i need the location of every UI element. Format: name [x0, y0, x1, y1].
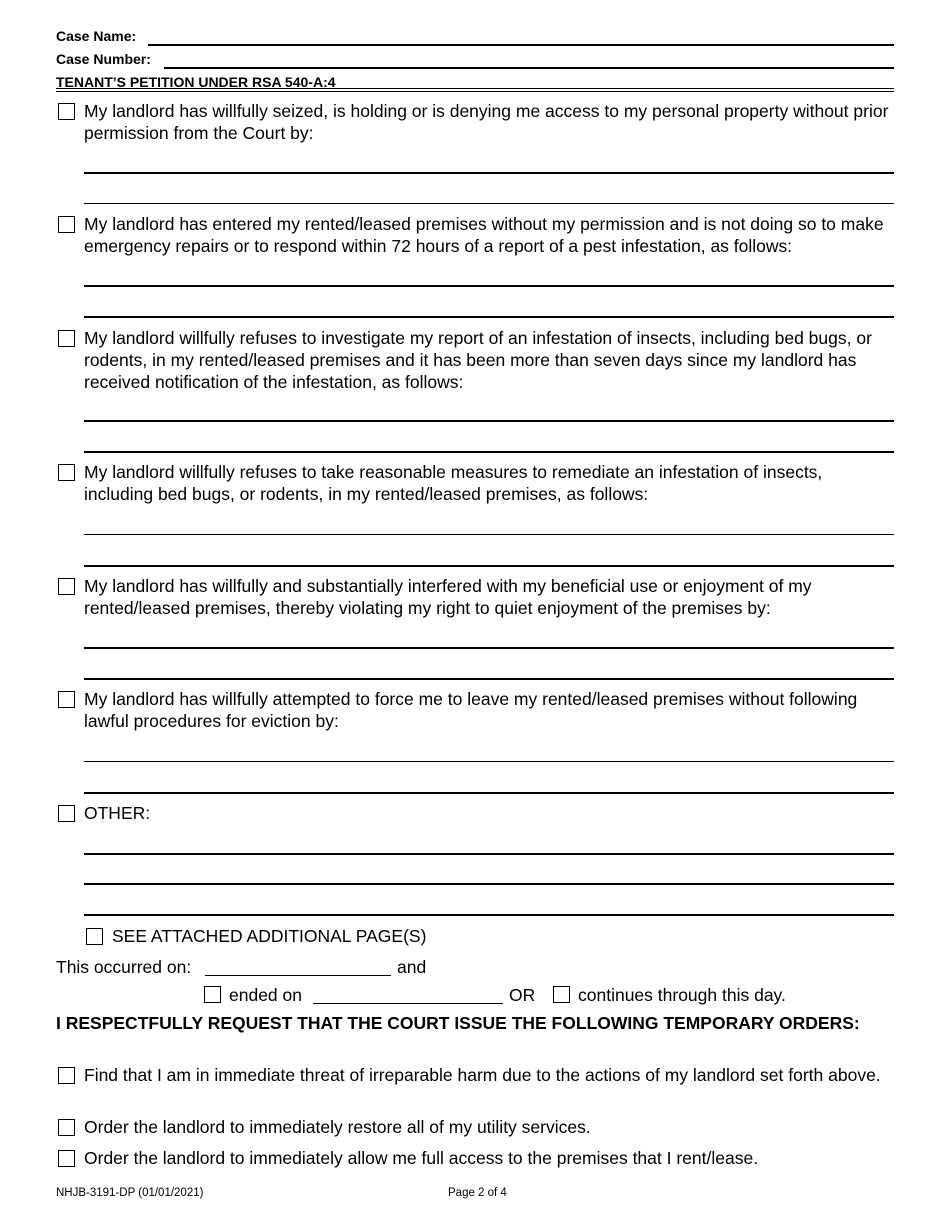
- item-checkbox-other[interactable]: [58, 805, 75, 822]
- continues-label: continues through this day.: [578, 985, 786, 1005]
- item-line[interactable]: [84, 203, 894, 204]
- item-text-remediate-infestation: My landlord willfully refuses to take reasonable measures to remediate an infestation of insects, including bed bugs, or rodents, in my rented/leased premises, as follows:: [84, 462, 823, 504]
- item-line[interactable]: [84, 792, 894, 794]
- order-checkbox-irreparable-harm[interactable]: [58, 1067, 75, 1084]
- item-line[interactable]: [84, 761, 894, 762]
- ended-on-label: ended on: [229, 985, 302, 1005]
- header-divider-2: [56, 91, 894, 92]
- item-line[interactable]: [84, 316, 894, 318]
- item-line[interactable]: [84, 914, 894, 916]
- form-id: NHJB-3191-DP (01/01/2021): [56, 1187, 204, 1199]
- case-name-field[interactable]: [148, 44, 894, 46]
- order-checkbox-full-access[interactable]: [58, 1150, 75, 1167]
- item-line[interactable]: [84, 285, 894, 287]
- occurred-on-label: This occurred on:: [56, 957, 192, 977]
- attached-pages-label: SEE ATTACHED ADDITIONAL PAGE(S): [112, 926, 427, 946]
- item-text-force-to-leave: My landlord has willfully attempted to force me to leave my rented/leased premises without following lawful procedures for eviction by:: [84, 689, 858, 731]
- continues-checkbox[interactable]: [553, 986, 570, 1003]
- order-text-full-access: Order the landlord to immediately allow me full access to the premises that I rent/lease.: [84, 1148, 759, 1168]
- case-number-label: Case Number:: [56, 51, 151, 67]
- ended-on-checkbox[interactable]: [204, 986, 221, 1003]
- item-line[interactable]: [84, 883, 894, 885]
- item-line[interactable]: [84, 451, 894, 453]
- or-label: OR: [509, 985, 536, 1005]
- petition-title: TENANT’S PETITION UNDER RSA 540-A:4: [56, 74, 336, 90]
- order-text-restore-utilities: Order the landlord to immediately restore all of my utility services.: [84, 1117, 591, 1137]
- item-line[interactable]: [84, 853, 894, 855]
- item-checkbox-force-to-leave[interactable]: [58, 691, 75, 708]
- attached-pages-checkbox[interactable]: [86, 928, 103, 945]
- item-line[interactable]: [84, 647, 894, 649]
- case-number-field[interactable]: [164, 67, 894, 69]
- case-name-label: Case Name:: [56, 28, 137, 44]
- item-text-entered-premises: My landlord has entered my rented/leased premises without my permission and is not doing so to make emergency repairs or to respond within 72 hours of a report of a pest infestation, as follows:: [84, 214, 884, 256]
- item-text-quiet-enjoyment: My landlord has willfully and substantially interfered with my beneficial use or enjoyment of my rented/leased premises, thereby violating my right to quiet enjoyment of the premises by:: [84, 576, 812, 618]
- item-text-investigate-infestation: My landlord willfully refuses to investigate my report of an infestation of insects, including bed bugs, or rodents, in my rented/leased premises and it has been more than seven days since my landlord has received notification of the infestation, as follows:: [84, 328, 872, 392]
- ended-on-date-field[interactable]: [313, 1003, 503, 1004]
- occurred-date-field[interactable]: [205, 975, 391, 976]
- item-text-seized-property: My landlord has willfully seized, is holding or is denying me access to my personal property without prior permission from the Court by:: [84, 101, 889, 143]
- item-line[interactable]: [84, 534, 894, 535]
- request-heading: I RESPECTFULLY REQUEST THAT THE COURT ISSUE THE FOLLOWING TEMPORARY ORDERS:: [56, 1013, 860, 1033]
- header-divider: [56, 88, 894, 89]
- item-line[interactable]: [84, 420, 894, 422]
- item-line[interactable]: [84, 678, 894, 680]
- order-checkbox-restore-utilities[interactable]: [58, 1119, 75, 1136]
- page-number: Page 2 of 4: [448, 1187, 507, 1199]
- item-line[interactable]: [84, 172, 894, 174]
- item-text-other: OTHER:: [84, 803, 151, 823]
- item-checkbox-entered-premises[interactable]: [58, 216, 75, 233]
- item-checkbox-investigate-infestation[interactable]: [58, 330, 75, 347]
- order-text-irreparable-harm: Find that I am in immediate threat of irreparable harm due to the actions of my landlord set forth above.: [84, 1065, 881, 1085]
- item-checkbox-quiet-enjoyment[interactable]: [58, 578, 75, 595]
- item-checkbox-remediate-infestation[interactable]: [58, 464, 75, 481]
- and-label: and: [397, 957, 427, 977]
- item-line[interactable]: [84, 565, 894, 567]
- item-checkbox-seized-property[interactable]: [58, 103, 75, 120]
